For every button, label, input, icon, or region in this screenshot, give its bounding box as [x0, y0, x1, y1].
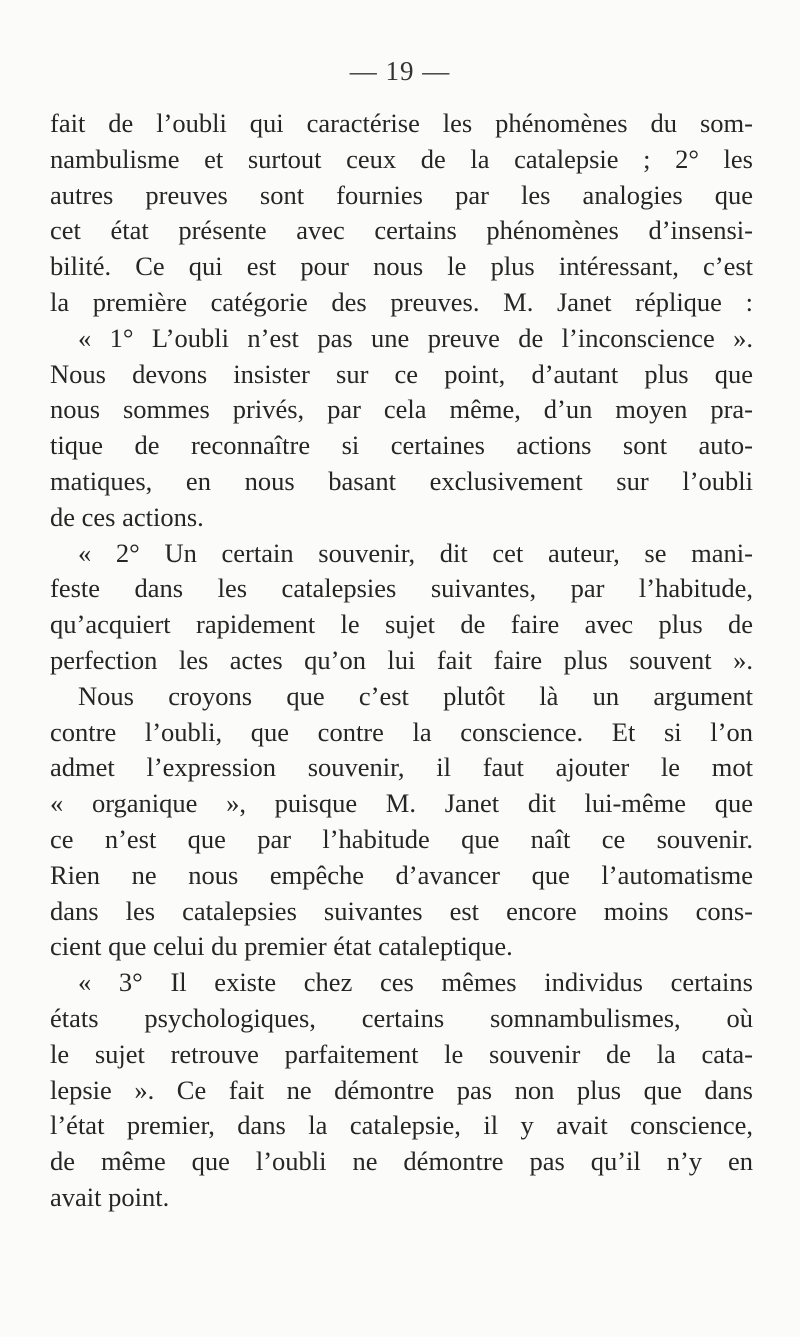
text-line: feste dans les catalepsies suivantes, par l’habitude,	[50, 573, 753, 604]
text-line: nambulisme et surtout ceux de la catalepsie ; 2° les	[50, 143, 753, 174]
text-line: admet l’expression souvenir, il faut ajouter le mot	[50, 752, 753, 783]
text-line: Nous croyons que c’est plutôt là un argument	[78, 680, 753, 711]
text-line: Rien ne nous empêche d’avancer que l’automatisme	[50, 859, 753, 890]
text-line: contre l’oubli, que contre la conscience. Et si l’on	[50, 716, 753, 747]
text-line: « 1° L’oubli n’est pas une preuve de l’inconscience ».	[78, 322, 753, 353]
text-line: la première catégorie des preuves. M. Janet réplique :	[50, 286, 753, 317]
text-line: ce n’est que par l’habitude que naît ce souvenir.	[50, 823, 753, 854]
text-line: dans les catalepsies suivantes est encore moins cons-	[50, 895, 753, 926]
text-line: avait point.	[50, 1181, 170, 1212]
text-line: qu’acquiert rapidement le sujet de faire avec plus de	[50, 609, 753, 640]
text-line: autres preuves sont fournies par les analogies que	[50, 179, 753, 210]
text-line: le sujet retrouve parfaitement le souvenir de la cata-	[50, 1038, 753, 1069]
text-line: Nous devons insister sur ce point, d’autant plus que	[50, 358, 753, 389]
text-line: « 3° Il existe chez ces mêmes individus certains	[78, 967, 753, 998]
text-line: l’état premier, dans la catalepsie, il y avait conscience,	[50, 1110, 753, 1141]
text-line: matiques, en nous basant exclusivement sur l’oubli	[50, 465, 753, 496]
text-line: « 2° Un certain souvenir, dit cet auteur, se mani-	[78, 537, 753, 568]
text-line: de même que l’oubli ne démontre pas qu’il n’y en	[50, 1146, 753, 1177]
text-line: cet état présente avec certains phénomènes d’insensi-	[50, 215, 753, 246]
text-line: bilité. Ce qui est pour nous le plus intéressant, c’est	[50, 251, 753, 282]
text-line: cient que celui du premier état cataleptique.	[50, 931, 513, 962]
text-line: perfection les actes qu’on lui fait faire plus souvent ».	[50, 644, 753, 675]
text-line: fait de l’oubli qui caractérise les phénomènes du som-	[50, 108, 753, 138]
text-line: lepsie ». Ce fait ne démontre pas non plus que dans	[50, 1074, 753, 1105]
text-line: tique de reconnaître si certaines actions sont auto-	[50, 430, 753, 461]
text-line: états psychologiques, certains somnambulismes, où	[50, 1002, 753, 1033]
text-line: « organique », puisque M. Janet dit lui-même que	[50, 788, 753, 819]
text-line: nous sommes privés, par cela même, d’un moyen pra-	[50, 394, 753, 425]
page-body-text	[50, 106, 753, 1216]
text-line: de ces actions.	[50, 501, 204, 532]
page-number: — 19 —	[349, 56, 451, 86]
